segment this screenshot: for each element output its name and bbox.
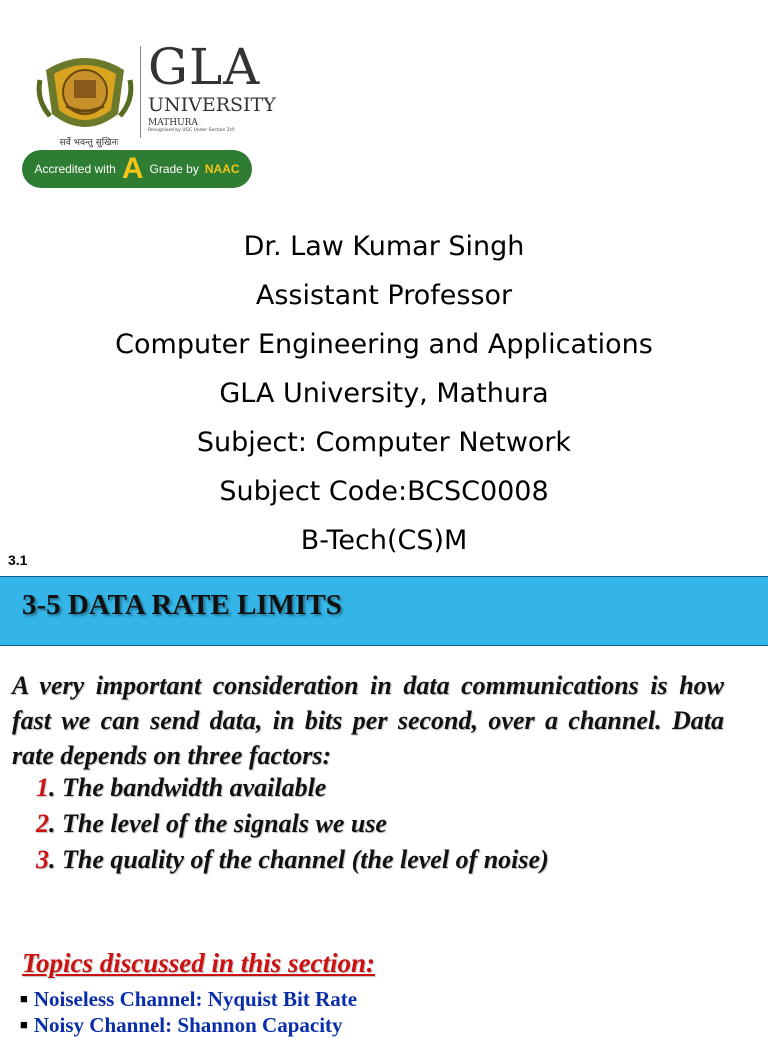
logo-recognition: Recognised by UGC Under Section 2(f) [148,128,235,133]
badge-naac: NAAC [204,162,240,176]
topic-text: Noiseless Channel: Nyquist Bit Rate [33,987,358,1011]
section-title: 3-5 DATA RATE LIMITS [22,589,342,621]
factor-number: 1 [36,773,49,802]
logo-city: MATHURA [148,118,198,128]
factor-item [36,809,387,839]
factor-number: 2 [36,809,49,838]
factor-text: . The level of the signals we use [49,809,387,838]
factor-text: . The quality of the channel (the level of noise) [49,845,549,874]
gla-logo [20,38,276,192]
presenter-title: Assistant Professor [255,280,513,311]
logo-divider [140,46,141,138]
factor-text: . The bandwidth available [49,773,327,802]
logo-name: GLA [148,38,261,96]
badge-prefix: Accredited with [34,162,116,176]
logo-university: UNIVERSITY [148,94,276,116]
bullet-icon: ■ [20,1017,28,1032]
naac-accreditation-badge [22,150,252,188]
subject-name: Subject: Computer Network [196,427,572,458]
bullet-icon: ■ [20,991,28,1006]
section-banner [0,576,768,646]
presenter-department: Computer Engineering and Applications [115,329,653,360]
university-seal-icon [36,50,134,136]
topic-item [20,987,357,1012]
topic-text: Noisy Channel: Shannon Capacity [33,1013,343,1037]
badge-by: Grade by [149,162,199,176]
presenter-info [0,222,768,565]
topics-heading: Topics discussed in this section: [22,948,376,978]
factor-item [36,845,549,875]
subject-code: Subject Code:BCSC0008 [219,476,549,507]
program-name: B-Tech(CS)M [300,525,468,556]
logo-wordmark [148,38,276,133]
topic-item [20,1013,343,1038]
factor-item [36,773,326,803]
intro-paragraph: A very important consideration in data communications is how fast we can send data, in bits per second, over a channel. Data rate depends on three factors: [12,671,724,770]
slide-number: 3.1 [8,552,28,568]
presenter-university: GLA University, Mathura [219,378,549,409]
presenter-name: Dr. Law Kumar Singh [243,231,525,262]
logo-motto: सर्वे भवन्तु सुखिनः [59,138,119,148]
badge-grade: A [121,152,144,185]
factor-number: 3 [36,845,49,874]
